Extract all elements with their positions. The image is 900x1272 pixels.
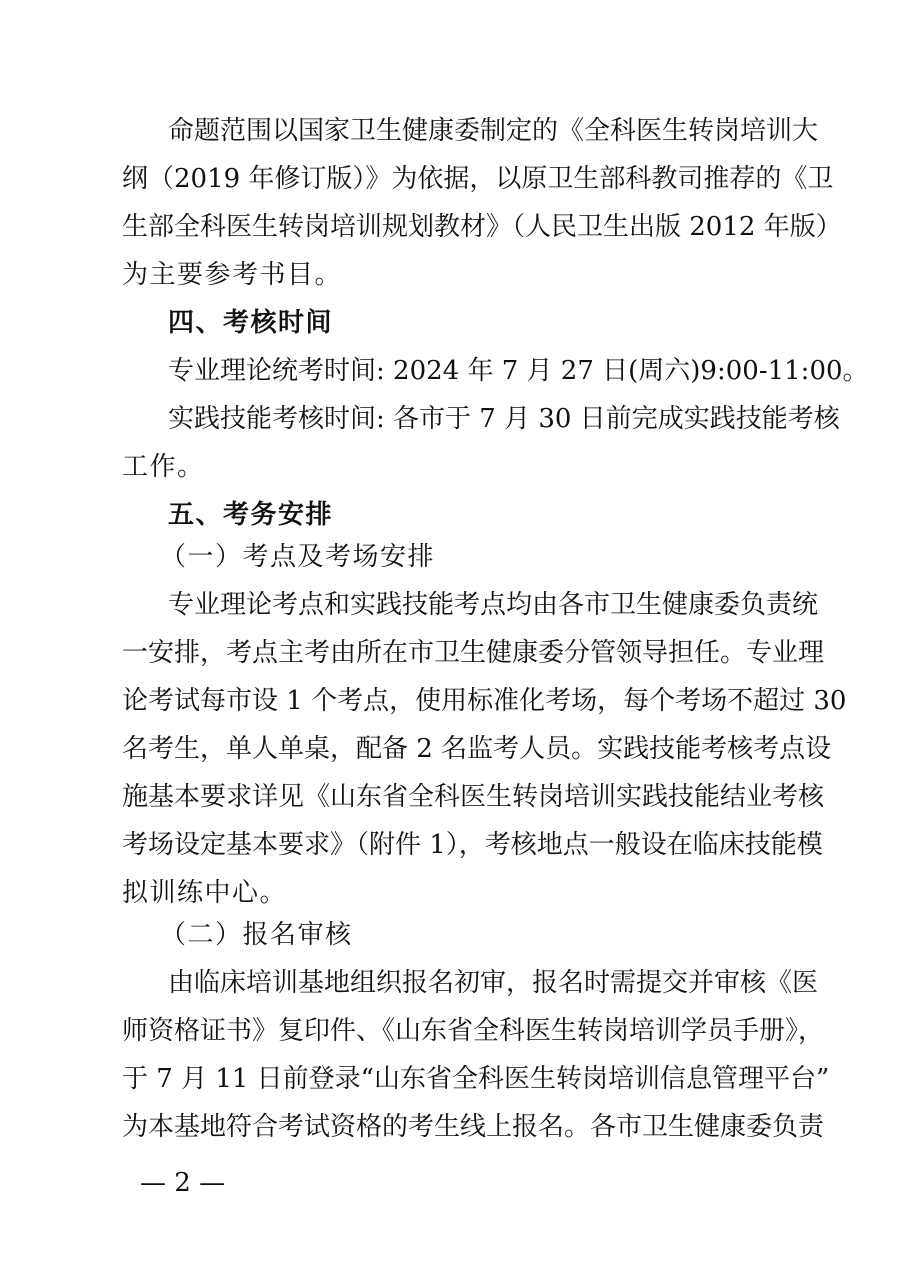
- paragraph-line: 实践技能考核时间: 各市于 7 月 30 日前完成实践技能考核: [168, 404, 840, 434]
- subsection-heading: （二）报名审核: [160, 920, 353, 950]
- paragraph-line: 一安排，考点主考由所在市卫生健康委分管领导担任。专业理: [122, 638, 825, 668]
- paragraph-line: 工作。: [122, 452, 205, 482]
- paragraph-line: 师资格证书》复印件、《山东省全科医生转岗培训学员手册》，: [122, 1016, 825, 1046]
- paragraph-line: 纲（2019 年修订版）》为依据，以原卫生部科教司推荐的《卫: [122, 164, 834, 194]
- paragraph-line: 施基本要求详见《山东省全科医生转岗培训实践技能结业考核: [122, 782, 825, 812]
- subsection-heading: （一）考点及考场安排: [160, 542, 436, 572]
- paragraph-line: 拟训练中心。: [122, 878, 288, 908]
- paragraph-line: 考场设定基本要求》（附件 1），考核地点一般设在临床技能模: [122, 830, 823, 860]
- paragraph-line: 由临床培训基地组织报名初审，报名时需提交并审核《医: [168, 968, 819, 998]
- paragraph-line: 生部全科医生转岗培训规划教材》（人民卫生出版 2012 年版）: [122, 212, 842, 242]
- paragraph-line: 于 7 月 11 日前登录“山东省全科医生转岗培训信息管理平台”: [122, 1064, 830, 1094]
- paragraph-line: 为主要参考书目。: [122, 260, 343, 290]
- paragraph-line: 论考试每市设 1 个考点，使用标准化考场，每个考场不超过 30: [122, 686, 847, 716]
- paragraph-line: 命题范围以国家卫生健康委制定的《全科医生转岗培训大: [168, 116, 819, 146]
- section-heading: 五、考务安排: [168, 500, 334, 530]
- page-number: — 2 —: [140, 1168, 226, 1198]
- paragraph-line: 专业理论统考时间: 2024 年 7 月 27 日(周六)9:00-11:00。: [168, 356, 869, 386]
- paragraph-line: 专业理论考点和实践技能考点均由各市卫生健康委负责统: [168, 590, 819, 620]
- paragraph-line: 为本基地符合考试资格的考生线上报名。各市卫生健康委负责: [122, 1112, 825, 1142]
- paragraph-line: 名考生，单人单桌，配备 2 名监考人员。实践技能考核考点设: [122, 734, 832, 764]
- section-heading: 四、考核时间: [168, 308, 334, 338]
